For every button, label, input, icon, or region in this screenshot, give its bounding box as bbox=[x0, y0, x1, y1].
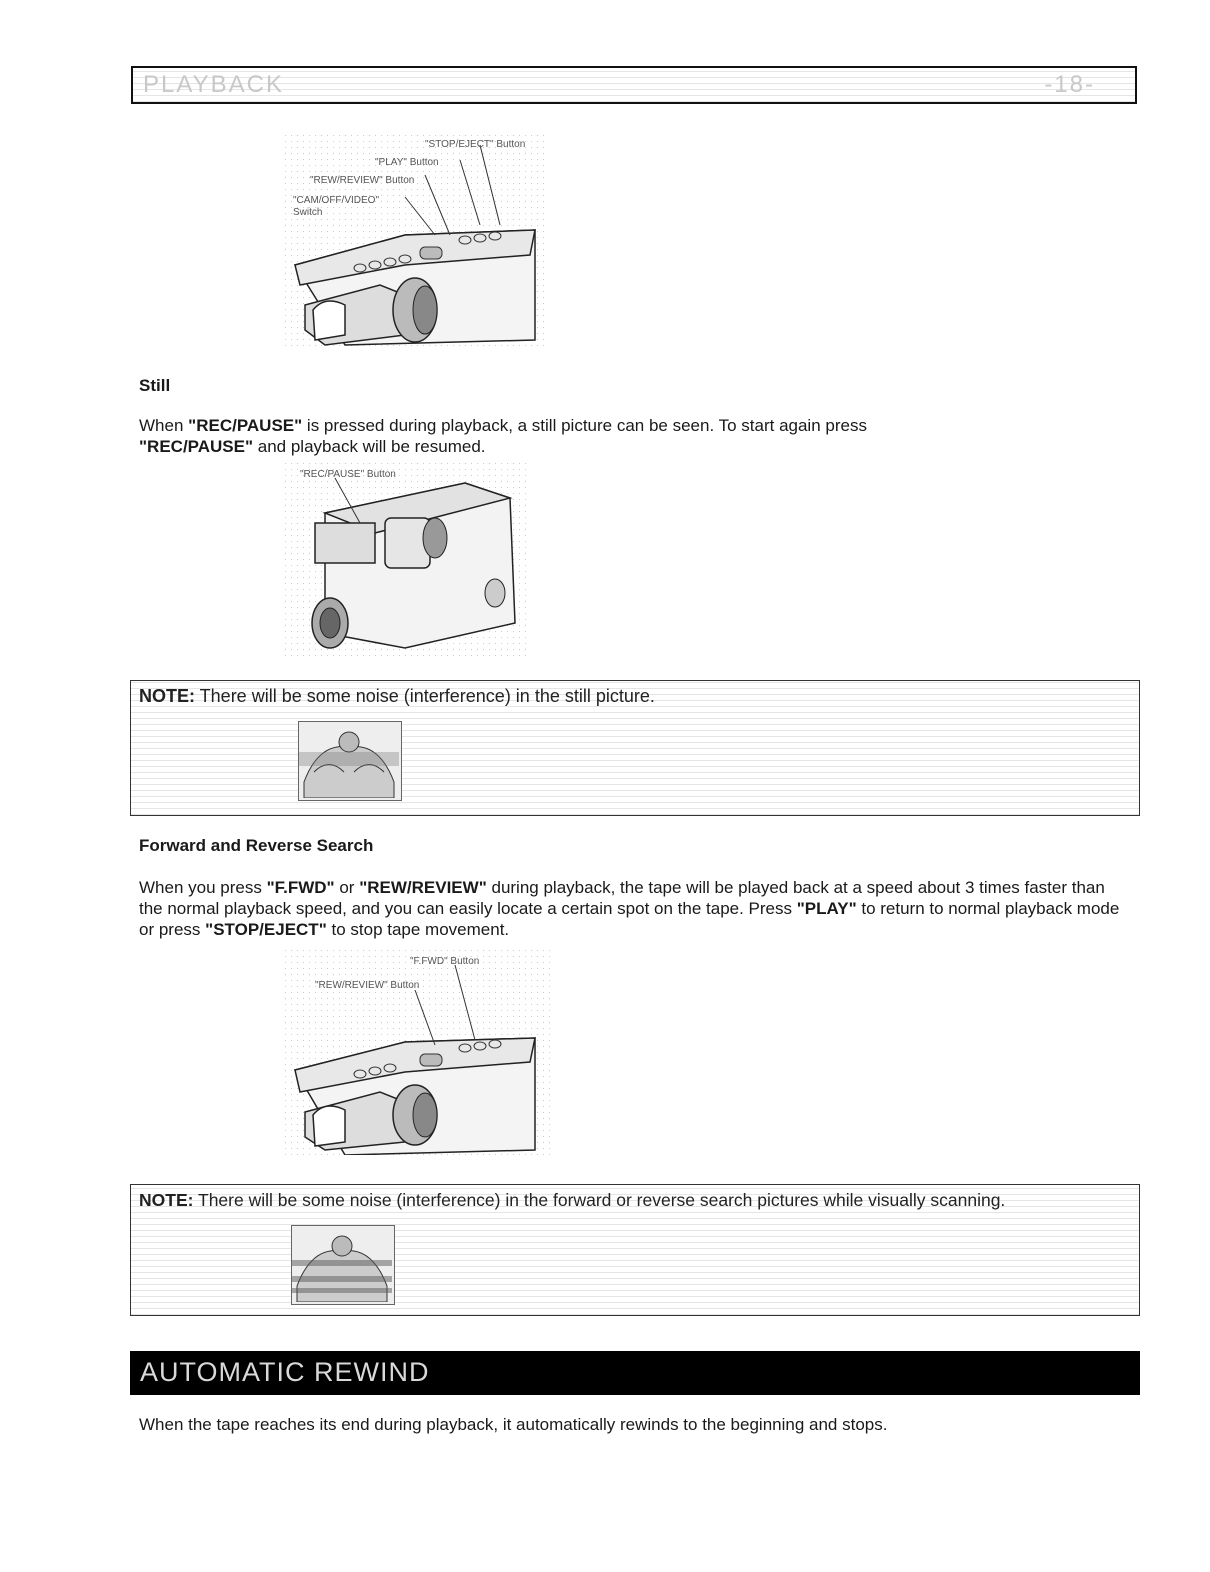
note-still-text: NOTE: There will be some noise (interference) in the still picture. bbox=[139, 686, 655, 706]
note-still bbox=[130, 680, 1140, 816]
camcorder-figure-controls bbox=[285, 135, 545, 350]
search-heading: Forward and Reverse Search bbox=[139, 836, 374, 855]
still-paragraph: When "REC/PAUSE" is pressed during playback, a still picture can be seen. To start again press "REC/PAUSE" and playback will be resumed. bbox=[139, 416, 867, 456]
camcorder-illustration bbox=[285, 463, 530, 658]
automatic-rewind-text: When the tape reaches its end during playback, it automatically rewinds to the beginning and stops. bbox=[139, 1415, 888, 1434]
automatic-rewind-title: AUTOMATIC REWIND bbox=[140, 1357, 430, 1387]
rec-pause-label: "REC/PAUSE" Button bbox=[300, 469, 396, 480]
noisy-search-picture bbox=[291, 1225, 395, 1305]
play-label: "PLAY" Button bbox=[375, 157, 439, 168]
rew-review-label: "REW/REVIEW" Button bbox=[310, 175, 415, 186]
stop-eject-label: "STOP/EJECT" Button bbox=[425, 139, 526, 150]
rew-review-label: "REW/REVIEW" Button bbox=[315, 980, 420, 991]
still-heading: Still bbox=[139, 376, 171, 395]
noisy-still-picture bbox=[298, 721, 402, 801]
camcorder-figure-search bbox=[285, 950, 555, 1155]
ffwd-label: "F.FWD" Button bbox=[410, 956, 480, 967]
note-search bbox=[130, 1184, 1140, 1316]
page-number: -18- bbox=[1044, 71, 1095, 98]
section-title: PLAYBACK bbox=[143, 71, 284, 98]
switch-label: Switch bbox=[293, 207, 323, 218]
note-search-text: NOTE: There will be some noise (interference) in the forward or reverse search pictures while visually scanning. bbox=[139, 1190, 1006, 1210]
search-paragraph: When you press "F.FWD" or "REW/REVIEW" during playback, the tape will be played back at a speed about 3 times faster than the normal playback speed, and you can easily locate a certain spot on the tape. Press "PLAY" to return to normal playback mode or press "STOP/EJECT" to stop tape movement. bbox=[139, 878, 1120, 939]
cam-off-video-label: "CAM/OFF/VIDEO" bbox=[293, 195, 379, 206]
automatic-rewind-banner bbox=[130, 1351, 1140, 1395]
camcorder-figure-recpause bbox=[285, 463, 530, 658]
page-header bbox=[131, 66, 1137, 104]
